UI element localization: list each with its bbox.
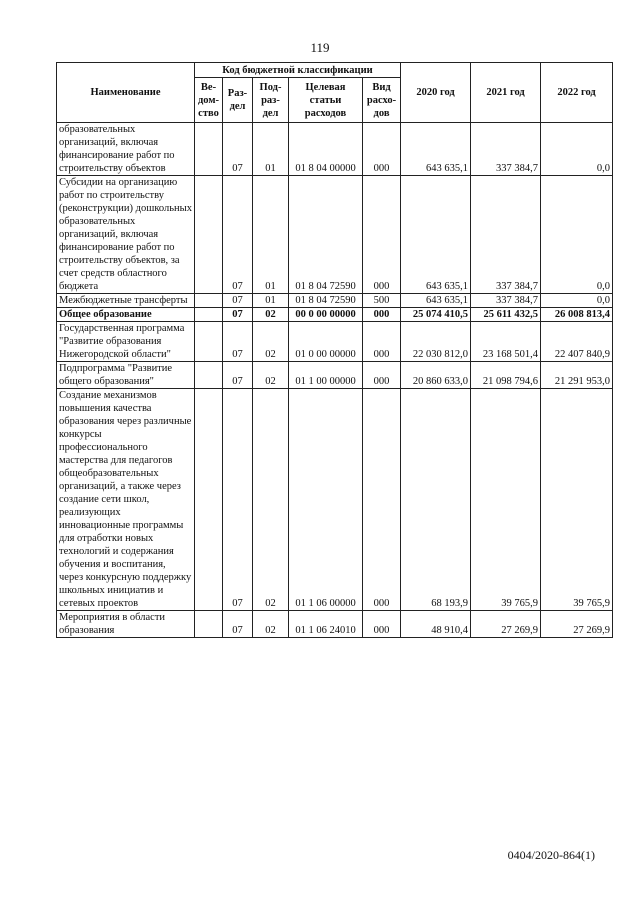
row-podrazdel: 02 [253,322,289,362]
row-vedomstvo [195,322,223,362]
row-name: образовательных организаций, включая финансирование работ по строительству объектов [57,123,195,176]
row-2022: 21 291 953,0 [541,362,613,389]
row-podrazdel: 01 [253,294,289,308]
row-vid: 500 [363,294,401,308]
row-vedomstvo [195,176,223,294]
header-podrazdel: Под- раз- дел [253,78,289,123]
row-vedomstvo [195,611,223,638]
row-name: Мероприятия в области образования [57,611,195,638]
table-row [57,389,613,611]
header-2020: 2020 год [401,63,471,123]
row-2020: 48 910,4 [401,611,471,638]
row-2021: 337 384,7 [471,294,541,308]
row-vid: 000 [363,611,401,638]
row-2022: 0,0 [541,294,613,308]
row-podrazdel: 01 [253,123,289,176]
header-2022: 2022 год [541,63,613,123]
row-razdel: 07 [223,322,253,362]
row-2021: 25 611 432,5 [471,308,541,322]
budget-table [56,62,613,638]
row-vid: 000 [363,123,401,176]
row-2020: 68 193,9 [401,389,471,611]
row-vid: 000 [363,176,401,294]
row-name: Государственная программа "Развитие образования Нижегородской области" [57,322,195,362]
row-razdel: 07 [223,362,253,389]
document-id: 0404/2020-864(1) [507,848,595,862]
row-podrazdel: 02 [253,362,289,389]
row-razdel: 07 [223,123,253,176]
row-2021: 23 168 501,4 [471,322,541,362]
row-razdel: 07 [223,389,253,611]
row-2022: 0,0 [541,123,613,176]
row-name: Общее образование [57,308,195,322]
row-2020: 20 860 633,0 [401,362,471,389]
row-2022: 27 269,9 [541,611,613,638]
row-razdel: 07 [223,308,253,322]
row-2020: 643 635,1 [401,176,471,294]
row-target: 01 8 04 00000 [289,123,363,176]
row-vedomstvo [195,123,223,176]
row-2021: 337 384,7 [471,176,541,294]
row-2020: 22 030 812,0 [401,322,471,362]
header-budget-code: Код бюджетной классификации [195,63,401,78]
header-vid: Вид расхо- дов [363,78,401,123]
table-row [57,308,613,322]
row-target: 01 0 00 00000 [289,322,363,362]
row-name: Подпрограмма "Развитие общего образования" [57,362,195,389]
row-target: 01 1 06 24010 [289,611,363,638]
header-2021: 2021 год [471,63,541,123]
row-2021: 337 384,7 [471,123,541,176]
row-name: Межбюджетные трансферты [57,294,195,308]
row-vedomstvo [195,362,223,389]
row-target: 01 8 04 72590 [289,176,363,294]
row-vedomstvo [195,308,223,322]
row-podrazdel: 02 [253,389,289,611]
row-2022: 0,0 [541,176,613,294]
header-target: Целевая статьи расходов [289,78,363,123]
row-target: 01 1 06 00000 [289,389,363,611]
row-vid: 000 [363,362,401,389]
header-razdel: Раз- дел [223,78,253,123]
row-2020: 643 635,1 [401,123,471,176]
row-2021: 21 098 794,6 [471,362,541,389]
row-name: Создание механизмов повышения качества образования через различные конкурсы профессионального мастерства для педагогов общеобразовательных организаций, а также через создание сети школ, реализующих инновационные программы для отработки новых технологий и содержания обучения и воспитания, через конкурсную поддержку школьных инициатив и сетевых проектов [57,389,195,611]
table-row [57,294,613,308]
row-vedomstvo [195,389,223,611]
row-podrazdel: 01 [253,176,289,294]
table-row [57,322,613,362]
row-razdel: 07 [223,176,253,294]
row-vid: 000 [363,389,401,611]
row-target: 01 8 04 72590 [289,294,363,308]
row-target: 00 0 00 00000 [289,308,363,322]
row-vedomstvo [195,294,223,308]
row-2020: 643 635,1 [401,294,471,308]
row-podrazdel: 02 [253,611,289,638]
row-2020: 25 074 410,5 [401,308,471,322]
table-row [57,362,613,389]
table-row [57,176,613,294]
row-2022: 26 008 813,4 [541,308,613,322]
row-razdel: 07 [223,294,253,308]
row-2021: 27 269,9 [471,611,541,638]
header-name: Наименование [57,63,195,123]
table-row [57,123,613,176]
row-vid: 000 [363,308,401,322]
row-podrazdel: 02 [253,308,289,322]
row-2022: 39 765,9 [541,389,613,611]
row-name: Субсидии на организацию работ по строительству (реконструкции) дошкольных образовательных организаций, включая финансирование работ по строительству объектов, за счет средств областного бюджета [57,176,195,294]
row-2022: 22 407 840,9 [541,322,613,362]
row-vid: 000 [363,322,401,362]
row-2021: 39 765,9 [471,389,541,611]
row-target: 01 1 00 00000 [289,362,363,389]
page-number: 119 [310,40,330,55]
table-row [57,611,613,638]
row-razdel: 07 [223,611,253,638]
header-vedomstvo: Ве- дом- ство [195,78,223,123]
